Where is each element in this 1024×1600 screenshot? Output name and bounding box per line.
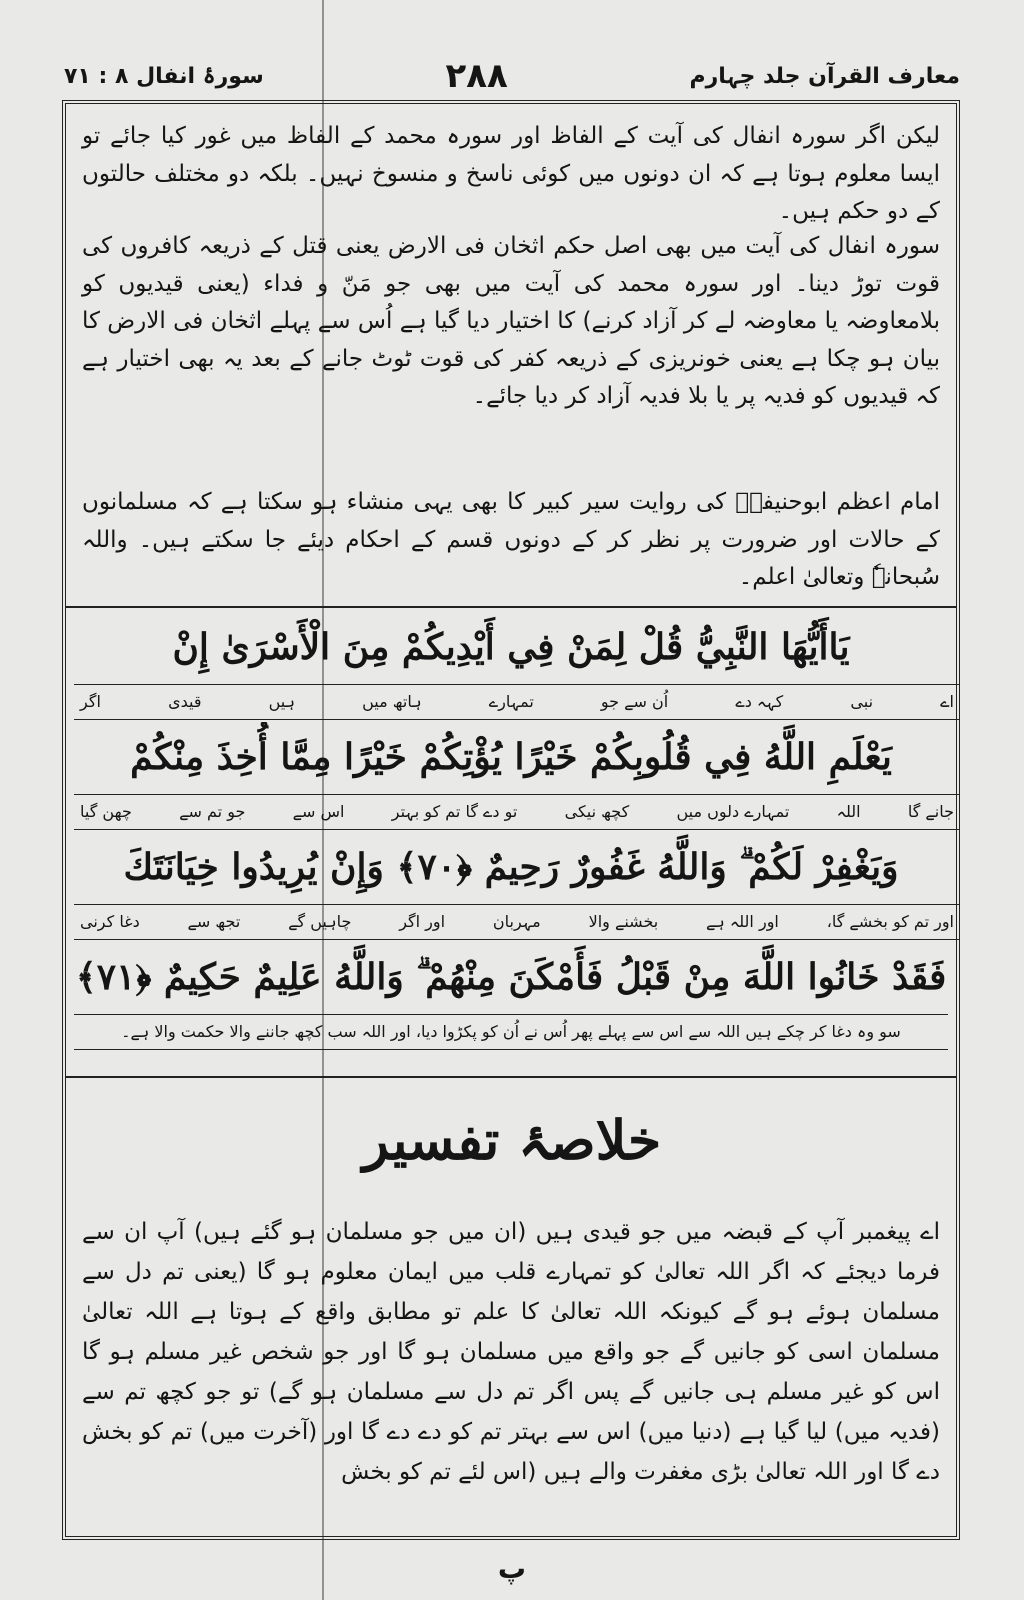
printer-signature-mark: پ xyxy=(497,1552,527,1585)
gloss-word: اور تم کو بخشے گا، xyxy=(826,912,954,931)
gloss-word: چاہیں گے xyxy=(288,912,352,931)
gloss-word: تو دے گا تم کو بہتر xyxy=(391,802,518,821)
gloss-word: اور اللہ ہے xyxy=(706,912,779,931)
ayah-line: يَعْلَمِ اللَّهُ فِي قُلُوبِكُمْ خَيْرًا يُؤْتِكُمْ خَيْرًا مِمَّا أُخِذَ مِنْكُمْ xyxy=(130,736,892,778)
gloss-word: جانے گا xyxy=(907,802,954,821)
gloss-word: تمہارے xyxy=(488,692,534,711)
page-header xyxy=(64,52,960,100)
gloss-word: بخشنے والا xyxy=(588,912,659,931)
word-gloss-row xyxy=(74,1014,948,1050)
commentary-paragraph: لیکن اگر سورہ انفال کی آیت کے الفاظ اور سورہ محمد کے الفاظ میں غور کیا جائے تو ایسا معلوم ہوتا ہے کہ ان دونوں میں کوئی ناسخ و منسوخ نہیں۔ بلکہ دو مختلف حالتوں کے دو حکم ہیں۔ xyxy=(82,123,940,224)
gloss-word: اُن سے جو xyxy=(600,692,669,711)
gloss-sentence: سو وہ دغا کر چکے ہیں اللہ سے اس سے پہلے پھر اُس نے اُن کو پکڑوا دیا، اور اللہ سب کچھ جاننے والا حکمت والا ہے۔ xyxy=(121,1022,901,1041)
ayah-line: فَقَدْ خَانُوا اللَّهَ مِنْ قَبْلُ فَأَمْكَنَ مِنْهُمْ ۗ وَاللَّهُ عَلِيمٌ حَكِيمٌ ﴿٧١﴾ xyxy=(75,956,947,998)
gloss-word: ہیں xyxy=(268,692,295,711)
gloss-word: کہہ دے xyxy=(735,692,784,711)
gloss-word: دغا کرنی xyxy=(80,912,140,931)
gloss-word: ہاتھ میں xyxy=(362,692,422,711)
word-gloss-row xyxy=(74,904,960,940)
verse-block-top-rule xyxy=(66,606,956,608)
gloss-word: قیدی xyxy=(168,692,202,711)
gloss-word: کچھ نیکی xyxy=(564,802,630,821)
ayah-line: يَاأَيُّهَا النَّبِيُّ قُلْ لِمَنْ فِي أَيْدِيكُمْ مِنَ الْأَسْرَىٰ إِنْ xyxy=(172,626,850,668)
gloss-word: اس سے xyxy=(292,802,345,821)
gloss-word: چھن گیا xyxy=(80,802,132,821)
gloss-word: اے xyxy=(940,692,954,711)
word-gloss-row xyxy=(74,684,960,720)
page-number: ۲۸۸ xyxy=(445,56,508,96)
gloss-word: جو تم سے xyxy=(179,802,246,821)
verse-block-bottom-rule xyxy=(66,1076,956,1078)
header-surah-reference: سورۂ انفال ۸ : ۷۱ xyxy=(64,63,264,89)
gloss-word: نبی xyxy=(850,692,874,711)
gloss-word: اور اگر xyxy=(399,912,446,931)
commentary-paragraph: امام اعظم ابوحنیفہؒ کی روایت سیر کبیر کا بھی یہی منشاء ہو سکتا ہے کہ مسلمانوں کے حالات اور ضرورت پر نظر کر کے دونوں قسم کے احکام دیئے جا سکتے ہیں۔ واللہ سُبحانہٗ وتعالیٰ اعلم۔ xyxy=(82,489,940,590)
word-gloss-row xyxy=(74,794,960,830)
gloss-word: تمہارے دلوں میں xyxy=(676,802,790,821)
gloss-word: اللہ xyxy=(836,802,861,821)
gloss-word: تجھ سے xyxy=(187,912,241,931)
ayah-line: وَيَغْفِرْ لَكُمْ ۗ وَاللَّهُ غَفُورٌ رَحِيمٌ ﴿٧٠﴾ وَإِنْ يُرِيدُوا خِيَانَتَكَ xyxy=(123,846,899,888)
commentary-paragraph: سورہ انفال کی آیت میں بھی اصل حکم اثخان فی الارض یعنی قتل کے ذریعہ کافروں کی قوت توڑ دینا۔ اور سورہ محمد کی آیت میں بھی جو مَنّ و فداء (یعنی قیدیوں کو بلامعاوضہ یا معاوضہ لے کر آزاد کرنے) کا اختیار دیا گیا ہے اُس سے پہلے اثخان فی الارض کا بیان ہو چکا ہے یعنی خونریزی کے ذریعہ کفر کی قوت ٹوٹ جانے کے بعد یہ بھی اختیار ہے کہ قیدیوں کو فدیہ پر یا بلا فدیہ آزاد کر دیا جائے۔ xyxy=(82,233,940,409)
header-book-title: معارف القرآن جلد چہارم xyxy=(689,63,960,89)
gloss-word: مہربان xyxy=(492,912,541,931)
section-heading: خلاصۂ تفسیر xyxy=(362,1108,662,1172)
tafsir-paragraph: اے پیغمبر آپ کے قبضہ میں جو قیدی ہیں (ان میں جو مسلمان ہو گئے ہیں) آپ ان سے فرما دیجئے کہ اگر اللہ تعالیٰ کو تمہارے قلب میں ایمان معلوم ہو گا (یعنی تم دل سے مسلمان ہوئے ہو گے کیونکہ اللہ تعالیٰ کا علم تو مطابق واقع کے ہوتا ہے اللہ تعالیٰ مسلمان اسی کو جانیں گے جو واقع میں مسلمان ہو گا اور جو شخص غیر مسلم ہو گا اس کو غیر مسلم ہی جانیں گے پس اگر تم دل سے مسلمان ہو گے) تو جو کچھ تم سے (فدیہ میں) لیا گیا ہے (دنیا میں) اس سے بہتر تم کو دے دے گا اور (آخرت میں) تم کو بخش دے گا اور اللہ تعالیٰ بڑی مغفرت والے ہیں (اس لئے تم کو بخش xyxy=(82,1219,940,1485)
gloss-word: اگر xyxy=(80,692,101,711)
